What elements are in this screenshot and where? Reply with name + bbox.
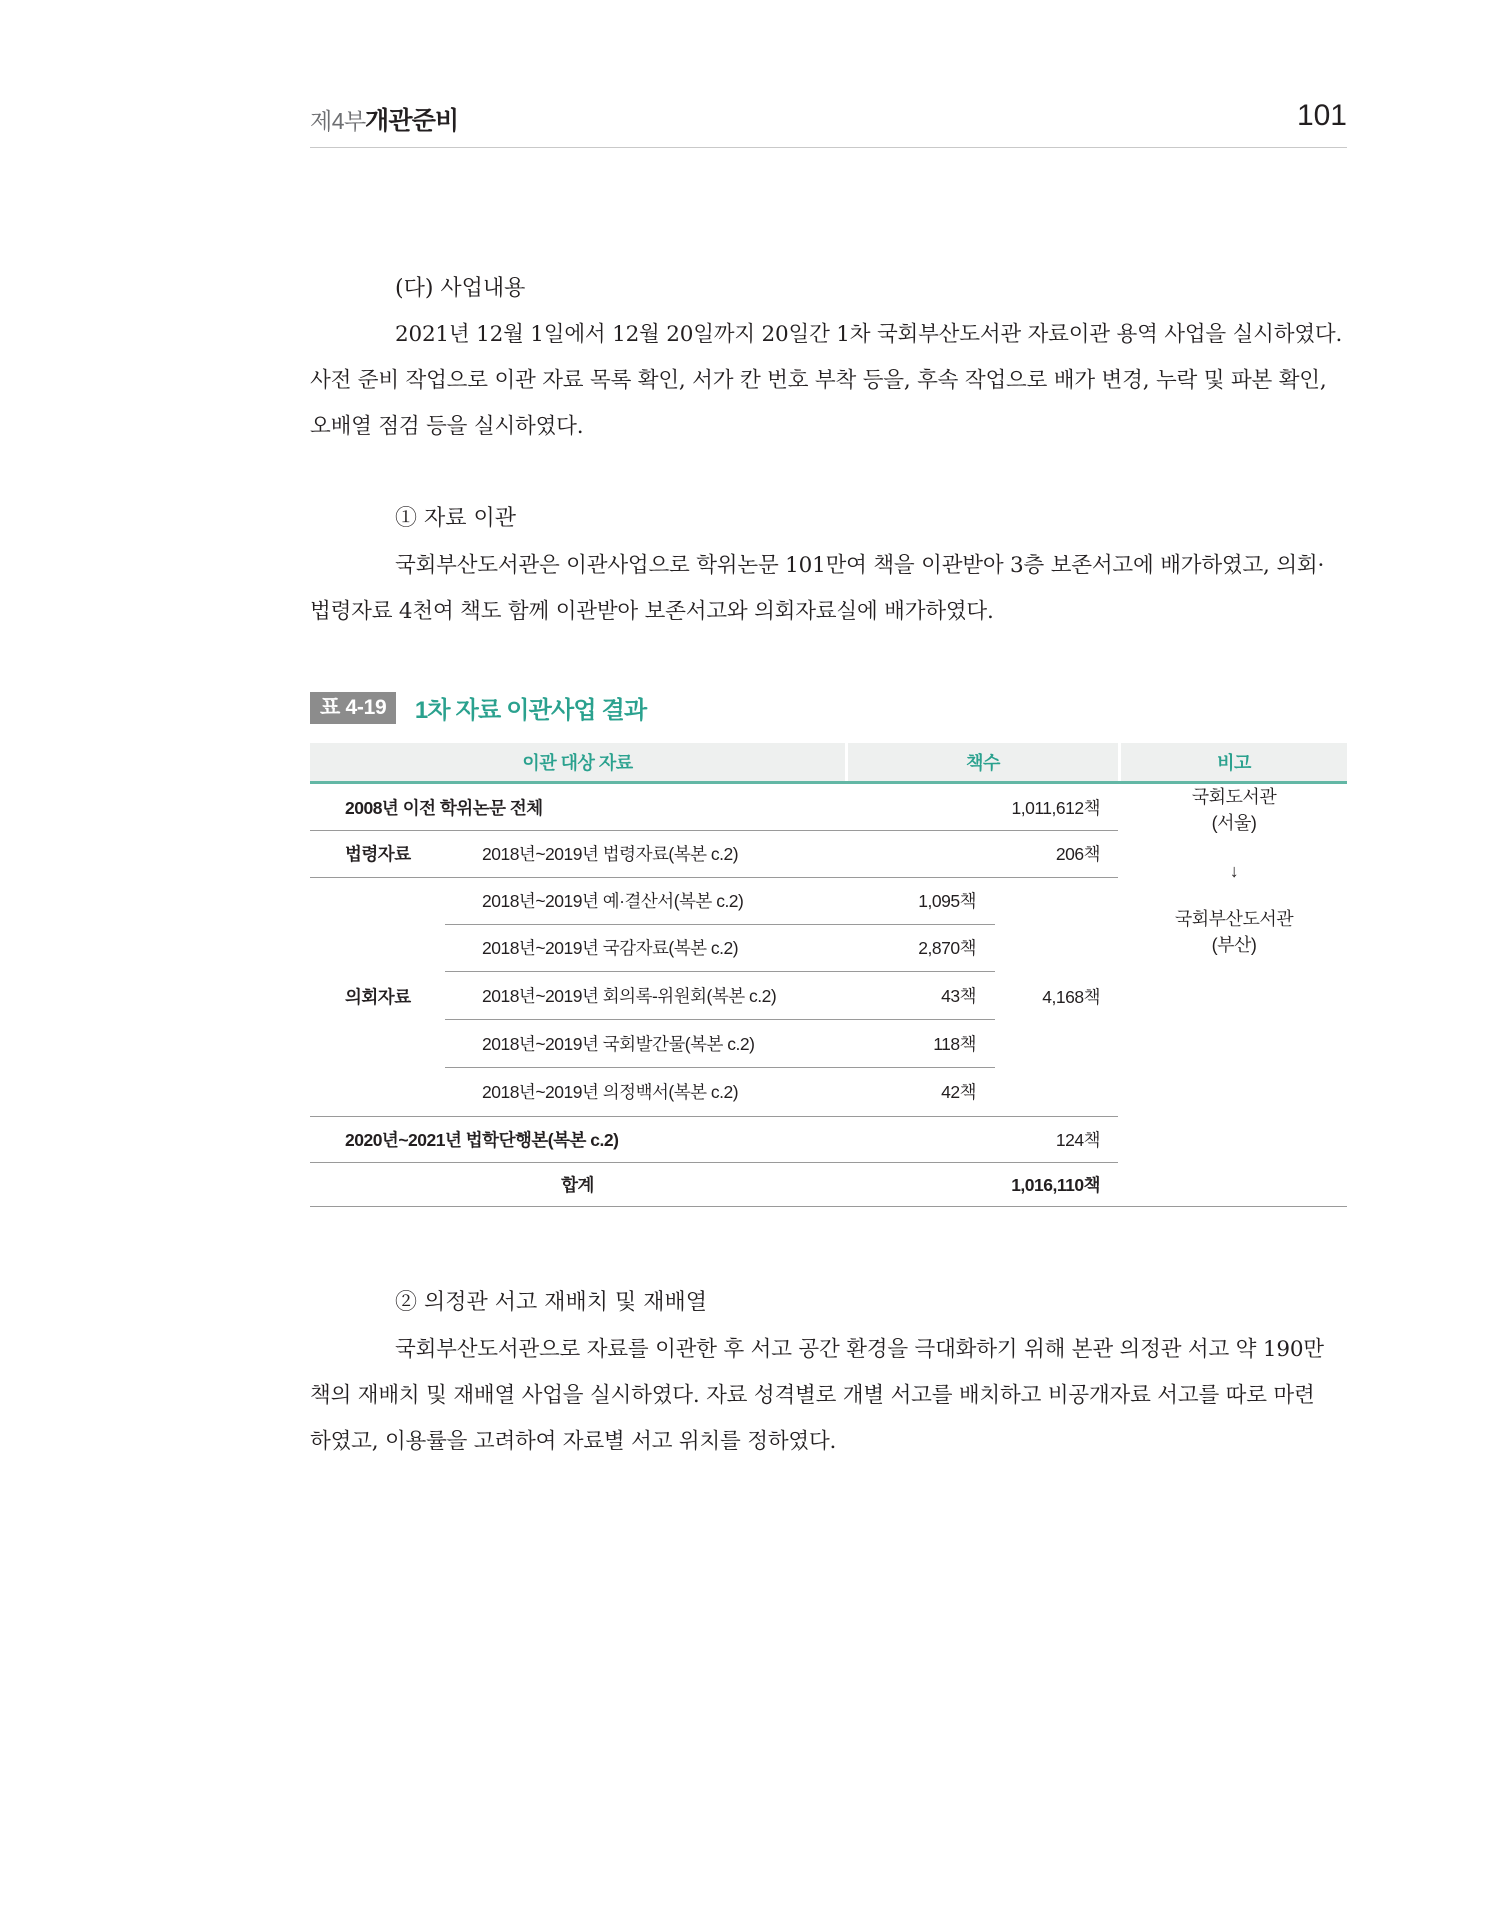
header-material: 이관 대상 자료	[310, 743, 845, 781]
section-da-paragraph	[310, 312, 1347, 450]
item-2-paragraph	[310, 1327, 1347, 1465]
parliament-item-count: 42책	[941, 1082, 976, 1102]
part-title: 개관준비	[365, 107, 459, 135]
parliament-item-name: 2018년~2019년 의정백서(복본 c.2)	[482, 1082, 739, 1102]
table-bottom-rule	[310, 1206, 1347, 1207]
table-label: 표 4-19	[310, 692, 396, 724]
part-label: 제4부	[310, 108, 366, 134]
note-from-line1: 국회도서관	[1191, 787, 1277, 807]
law-category: 법령자료	[345, 844, 411, 864]
item-heading-2: ② 의정관 서고 재배치 및 재배열	[395, 1290, 707, 1315]
note-to-line1: 국회부산도서관	[1174, 909, 1294, 929]
down-arrow-icon: ↓	[1229, 861, 1239, 881]
section-heading-da: (다) 사업내용	[395, 276, 526, 301]
item-heading-1: ① 자료 이관	[395, 506, 516, 531]
total-label: 합계	[561, 1174, 594, 1195]
monograph-count: 124책	[1055, 1129, 1100, 1150]
paragraph-line: 사전 준비 작업으로 이관 자료 목록 확인, 서가 칸 번호 부착 등을, 후속 작업으로 배가 변경, 누락 및 파본 확인,	[310, 368, 1327, 393]
paragraph-line: 오배열 점검 등을 실시하였다.	[310, 414, 584, 439]
parliament-item-count: 1,095책	[918, 891, 976, 911]
paragraph-line: 책의 재배치 및 재배열 사업을 실시하였다. 자료 성격별로 개별 서고를 배치하고 비공개자료 서고를 따로 마련	[310, 1383, 1315, 1408]
page-number: 101	[1296, 99, 1347, 132]
note-cell	[1121, 784, 1347, 1206]
paragraph-line: 법령자료 4천여 책도 함께 이관받아 보존서고와 의회자료실에 배가하였다.	[310, 599, 994, 624]
running-header	[310, 95, 1347, 148]
parliament-item-name: 2018년~2019년 국감자료(복본 c.2)	[482, 938, 739, 958]
header-note: 비고	[1121, 743, 1347, 781]
paragraph-line: 하였고, 이용률을 고려하여 자료별 서고 위치를 정하였다.	[310, 1429, 837, 1454]
parliament-item-name: 2018년~2019년 회의록-위원회(복본 c.2)	[482, 985, 777, 1006]
paragraph-line: 국회부산도서관으로 자료를 이관한 후 서고 공간 환경을 극대화하기 위해 본관 의정관 서고 약 190만	[395, 1337, 1324, 1362]
note-to-line2: (부산)	[1211, 935, 1257, 955]
parliament-item-count: 118책	[933, 1033, 976, 1054]
thesis-count: 1,011,612책	[1011, 797, 1100, 818]
item-1-paragraph	[310, 543, 1347, 635]
thesis-label: 2008년 이전 학위논문 전체	[345, 797, 543, 818]
total-count: 1,016,110책	[1011, 1174, 1100, 1195]
transfer-results-table	[310, 743, 1347, 1206]
parliament-item-name: 2018년~2019년 국회발간물(복본 c.2)	[482, 1033, 755, 1054]
header-count: 책수	[848, 743, 1118, 781]
law-item: 2018년~2019년 법령자료(복본 c.2)	[482, 844, 739, 864]
parliament-subtotal: 4,168책	[1042, 987, 1100, 1007]
parliament-item-count: 2,870책	[918, 938, 976, 958]
paragraph-line: 2021년 12월 1일에서 12월 20일까지 20일간 1차 국회부산도서관 자료이관 용역 사업을 실시하였다.	[395, 322, 1343, 347]
parliament-item-name: 2018년~2019년 예·결산서(복본 c.2)	[482, 891, 744, 911]
parliament-category: 의회자료	[345, 987, 411, 1007]
table-caption	[310, 690, 646, 722]
law-count: 206책	[1055, 844, 1100, 864]
table-title: 1차 자료 이관사업 결과	[414, 697, 647, 724]
parliament-item-count: 43책	[941, 985, 976, 1006]
paragraph-line: 국회부산도서관은 이관사업으로 학위논문 101만여 책을 이관받아 3층 보존서고에 배가하였고, 의회·	[395, 553, 1325, 578]
monograph-label: 2020년~2021년 법학단행본(복본 c.2)	[345, 1129, 619, 1150]
note-from-line2: (서울)	[1211, 813, 1257, 833]
